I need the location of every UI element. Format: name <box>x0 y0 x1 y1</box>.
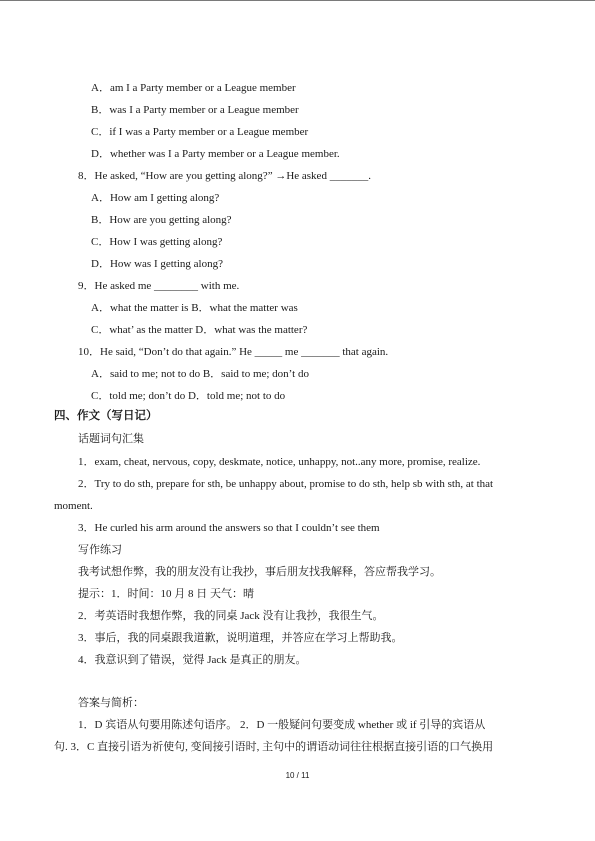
section-heading: 四、作文（写日记） <box>54 410 158 422</box>
q9-options-cd: C．what’ as the matter D．what was the matter? <box>91 324 308 336</box>
hint-3: 3．事后，我的同桌跟我道歉，说明道理，并答应在学习上帮助我。 <box>78 632 403 644</box>
q8-stem: 8．He asked, “How are you getting along?” →He asked _______. <box>78 170 371 182</box>
q10-stem: 10．He said, “Don’t do that again.” He _____ me _______ that again. <box>78 346 389 358</box>
vocab-title: 话题词句汇集 <box>78 433 144 445</box>
answers-title: 答案与简析： <box>78 697 144 709</box>
q7-option-b: B．was I a Party member or a League member <box>91 104 299 116</box>
q7-option-a: A．am I a Party member or a League member <box>91 82 296 94</box>
q7-option-c: C．if I was a Party member or a League member <box>91 126 309 138</box>
q8-option-a: A．How am I getting along? <box>91 192 220 204</box>
page-number: 10 / 11 <box>285 771 310 780</box>
hint-4: 4．我意识到了错误，觉得 Jack 是真正的朋友。 <box>78 654 307 666</box>
q8-option-d: D．How was I getting along? <box>91 258 223 270</box>
q9-stem: 9．He asked me ________ with me. <box>78 280 240 292</box>
practice-text: 我考试想作弊，我的朋友没有让我抄，事后朋友找我解释，答应帮我学习。 <box>78 566 441 578</box>
vocab-line-1: 1．exam, cheat, nervous, copy, deskmate, notice, unhappy, not..any more, promise, realize. <box>78 456 481 468</box>
vocab-line-2-cont: moment. <box>54 500 93 512</box>
vocab-line-3: 3．He curled his arm around the answers so that I couldn’t see them <box>78 522 380 534</box>
q9-options-ab: A．what the matter is B．what the matter was <box>91 302 298 314</box>
vocab-line-2: 2．Try to do sth, prepare for sth, be unhappy about, promise to do sth, help sb with sth, at that <box>78 478 494 490</box>
hint-1: 提示：1．时间：10 月 8 日 天气：晴 <box>78 588 254 600</box>
answers-line-1: 1．D 宾语从句要用陈述句语序。 2．D 一般疑问句要变成 whether 或 if 引导的宾语从 <box>78 719 486 731</box>
page-top-rule <box>0 0 595 1</box>
q7-option-d: D．whether was I a Party member or a League member. <box>91 148 340 160</box>
answers-line-2: 句. 3．C 直接引语为祈使句, 变间接引语时, 主句中的谓语动词往往根据直接引语的口气换用 <box>54 741 494 753</box>
q10-options-cd: C．told me; don’t do D．told me; not to do <box>91 390 286 402</box>
q10-options-ab: A．said to me; not to do B．said to me; don’t do <box>91 368 309 380</box>
q8-option-b: B．How are you getting along? <box>91 214 232 226</box>
q8-option-c: C．How I was getting along? <box>91 236 223 248</box>
hint-2: 2．考英语时我想作弊，我的同桌 Jack 没有让我抄，我很生气。 <box>78 610 384 622</box>
practice-title: 写作练习 <box>78 544 122 556</box>
